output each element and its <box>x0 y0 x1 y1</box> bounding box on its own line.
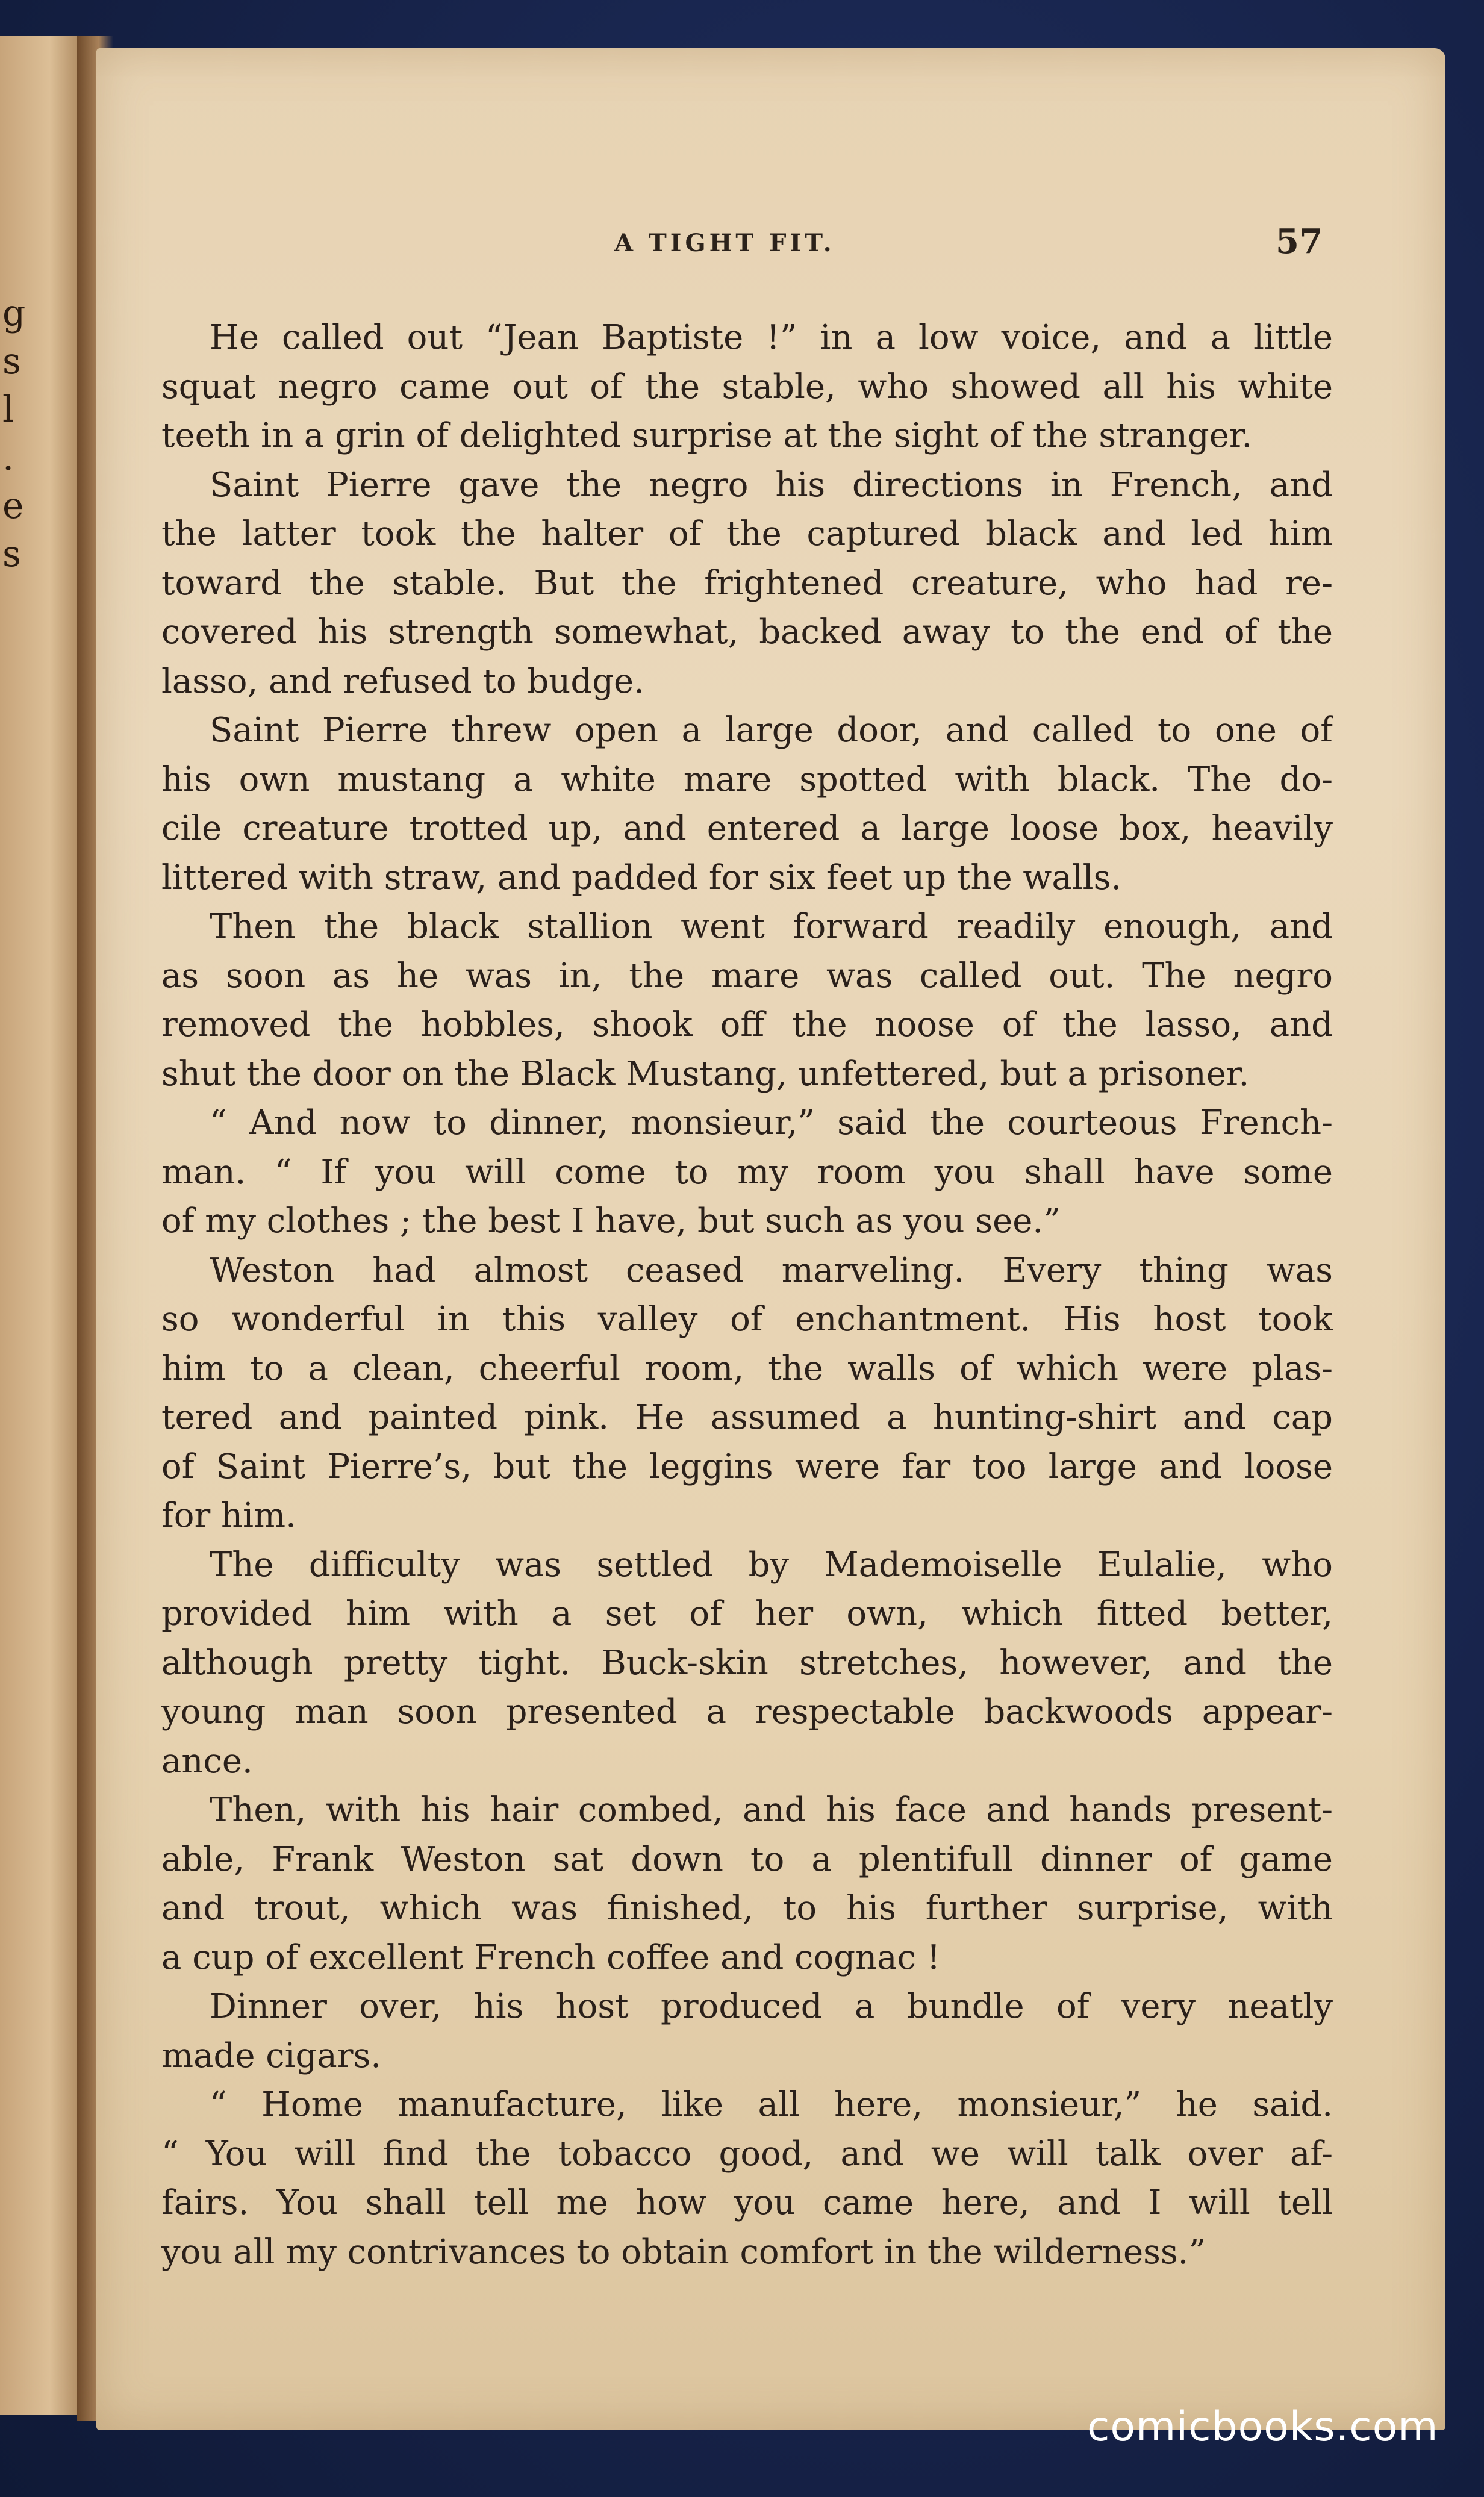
text-line: “ Home manufacture, like all here, monsieur,” he said. <box>210 2085 1333 2124</box>
text-line: of Saint Pierre’s, but the leggins were far too large and loose <box>161 1447 1333 1486</box>
text-line: and trout, which was finished, to his further surprise, with <box>161 1889 1333 1928</box>
text-line: him to a clean, cheerful room, the walls of which were plas- <box>161 1348 1333 1388</box>
text-line: lasso, and refused to budge. <box>161 661 644 701</box>
watermark: comicbooks.com <box>1087 2403 1439 2451</box>
text-line: made cigars. <box>161 2036 382 2075</box>
text-line: for him. <box>161 1496 296 1535</box>
text-line: toward the stable. But the frightened creature, who had re- <box>161 563 1333 603</box>
text-line: fairs. You shall tell me how you came here, and I will tell <box>161 2183 1333 2222</box>
facing-page-letter: g <box>2 292 26 334</box>
text-line: removed the hobbles, shook off the noose of the lasso, and <box>161 1005 1333 1044</box>
text-line: covered his strength somewhat, backed away to the end of the <box>161 613 1333 652</box>
text-line: The difficulty was settled by Mademoiselle Eulalie, who <box>210 1545 1333 1585</box>
text-line: cile creature trotted up, and entered a large loose box, heavily <box>161 809 1333 848</box>
text-line: “ And now to dinner, monsieur,” said the courteous French- <box>210 1103 1333 1143</box>
page-number: 57 <box>1276 222 1323 261</box>
text-line: provided him with a set of her own, which fitted better, <box>161 1594 1333 1633</box>
text-line: as soon as he was in, the mare was called out. The negro <box>161 956 1333 996</box>
text-line: teeth in a grin of delighted surprise at the sight of the stranger. <box>161 416 1253 455</box>
running-head: A TIGHT FIT. <box>614 229 835 257</box>
text-line: “ You will find the tobacco good, and we will talk over af- <box>161 2134 1333 2174</box>
text-line: He called out “Jean Baptiste !” in a low voice, and a little <box>210 318 1333 357</box>
text-line: the latter took the halter of the captured black and led him <box>161 514 1333 553</box>
text-line: squat negro came out of the stable, who showed all his white <box>161 367 1333 407</box>
text-line: tered and painted pink. He assumed a hunting-shirt and cap <box>161 1398 1333 1437</box>
text-line: ance. <box>161 1741 253 1781</box>
text-line: shut the door on the Black Mustang, unfettered, but a prisoner. <box>161 1054 1250 1094</box>
facing-page-letter: . <box>2 437 14 479</box>
facing-page-letters <box>2 289 26 578</box>
text-line: his own mustang a white mare spotted with black. The do- <box>161 759 1333 799</box>
text-line: Saint Pierre threw open a large door, and called to one of <box>210 711 1333 750</box>
text-line: although pretty tight. Buck-skin stretches, however, and the <box>161 1643 1333 1683</box>
text-line: young man soon presented a respectable backwoods appear- <box>161 1692 1333 1732</box>
text-line: littered with straw, and padded for six feet up the walls. <box>161 858 1122 897</box>
text-line: Dinner over, his host produced a bundle of very neatly <box>210 1987 1333 2026</box>
text-line: a cup of excellent French coffee and cognac ! <box>161 1937 941 1977</box>
text-line: you all my contrivances to obtain comfort in the wilderness.” <box>161 2232 1206 2272</box>
text-line: Then the black stallion went forward readily enough, and <box>210 907 1333 946</box>
facing-page-letter: l <box>2 388 14 431</box>
text-line: Weston had almost ceased marveling. Every thing was <box>210 1250 1333 1290</box>
facing-page-letter: s <box>2 533 21 575</box>
text-line: able, Frank Weston sat down to a plentifull dinner of game <box>161 1839 1333 1879</box>
text-line: Then, with his hair combed, and his face and hands present- <box>210 1791 1333 1830</box>
text-line: man. “ If you will come to my room you shall have some <box>161 1152 1333 1192</box>
body-text <box>161 313 1333 2277</box>
text-line: Saint Pierre gave the negro his directions in French, and <box>210 465 1333 505</box>
text-line: of my clothes ; the best I have, but such as you see.” <box>161 1202 1061 1241</box>
text-line: so wonderful in this valley of enchantment. His host took <box>161 1300 1333 1339</box>
facing-page-letter: s <box>2 340 21 382</box>
facing-page-letter: e <box>2 485 24 527</box>
